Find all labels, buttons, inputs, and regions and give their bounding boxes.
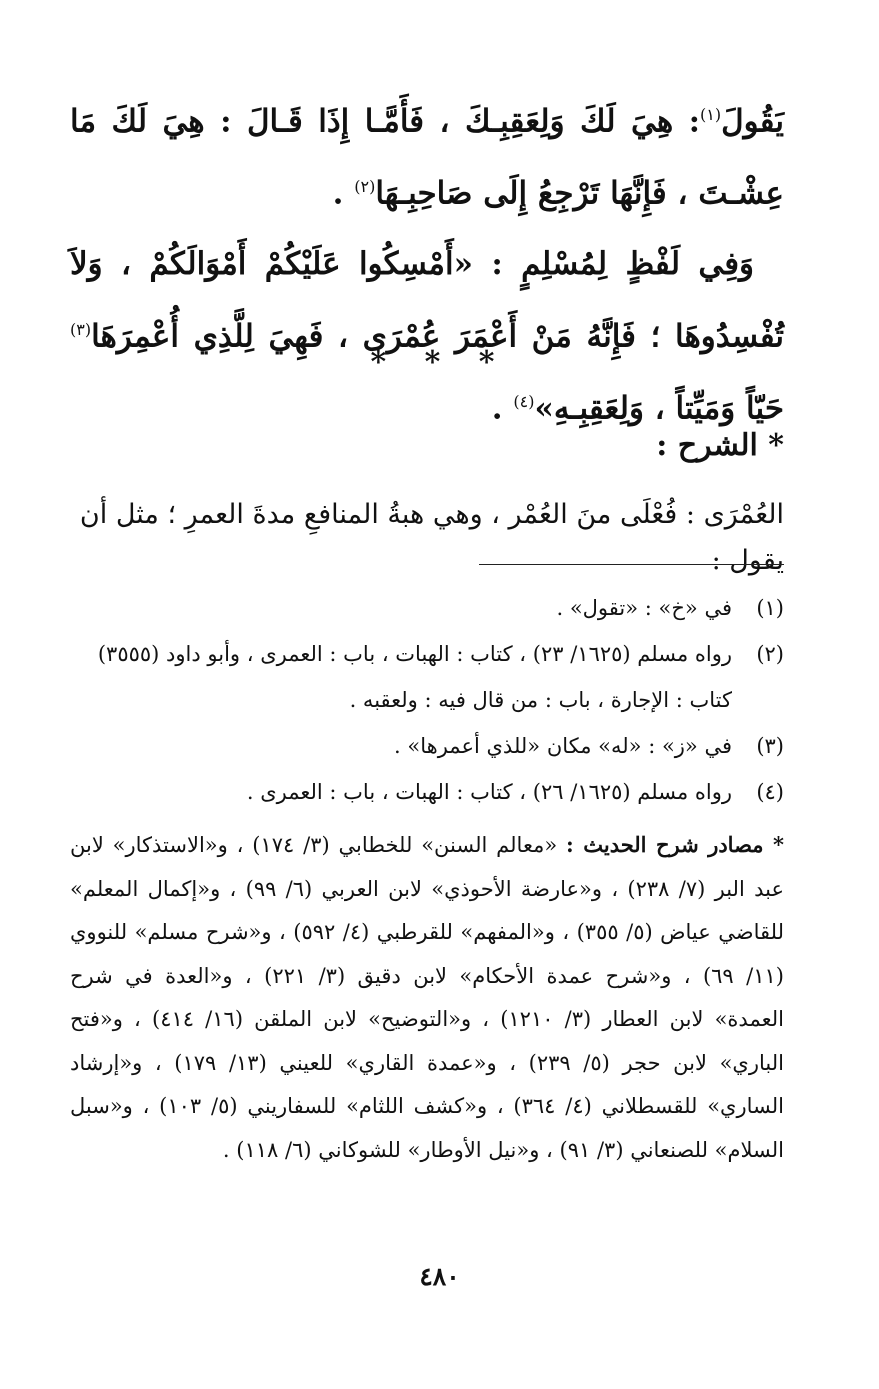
hadith-text: [70, 82, 784, 441]
footnote-divider: [479, 564, 784, 565]
hadith-text-segment: : هِيَ لَكَ وَلِعَقِبِـكَ ، فَأَمَّـا إِذَا قَـالَ : هِيَ لَكَ مَا عِشْـتَ ، فَإِنَّهَا تَرْجِعُ إِلَى صَاحِبِـهَا: [70, 103, 784, 212]
footnote-number: (٢): [756, 642, 784, 666]
footnote-number: (٣): [756, 734, 784, 758]
hadith-paragraph-2: [70, 231, 784, 442]
footnote-number: (١): [756, 596, 784, 620]
footnote-text: رواه مسلم (١٦٢٥/ ٢٦) ، كتاب : الهبات ، باب : العمرى .: [246, 780, 732, 804]
footnote-reference-2: (٢): [354, 177, 376, 197]
hadith-paragraph-1: [70, 82, 784, 227]
page-number: ٤٨٠: [419, 1262, 460, 1291]
footnote-text: في «ز» : «له» مكان «للذي أعمرها» .: [394, 734, 732, 758]
hadith-text-segment: حَيّاً وَمَيِّتاً ، وَلِعَقِبِـهِ»: [534, 390, 784, 427]
section-separator: * * *: [370, 345, 509, 380]
sources-label: * مصادر شرح الحديث :: [566, 832, 784, 857]
footnote: [70, 631, 784, 723]
hadith-text-segment: .: [332, 175, 355, 212]
hadith-text-segment: وَفِي لَفْظٍ لِمُسْلِمٍ : «أَمْسِكُوا عَلَيْكُمْ أَمْوَالَكُمْ ، وَلاَ تُفْسِدُوهَا ؛ فَإِنَّهُ مَنْ أَعْمَرَ عُمْرَى ، فَهِيَ لِلَّذِي أُعْمِرَهَا: [70, 245, 784, 354]
footnote: [70, 723, 784, 769]
footnote-reference-3: (٣): [70, 319, 92, 339]
sharh-heading: * الشرح :: [656, 428, 784, 463]
footnote-reference-1: (١): [700, 105, 722, 124]
footnote-text: رواه مسلم (١٦٢٥/ ٢٣) ، كتاب : الهبات ، باب : العمرى ، وأبو داود (٣٥٥٥) كتاب : الإجارة ، باب : من قال فيه : ولعقبه .: [97, 642, 732, 712]
sharh-text: العُمْرَى : فُعْلَى منَ العُمْر ، وهي هبةُ المنافعِ مدةَ العمرِ ؛ مثل أن يقول :: [79, 499, 784, 576]
hadith-text-segment: .: [491, 390, 514, 427]
footnote-reference-4: (٤): [513, 391, 535, 411]
footnote: [70, 585, 784, 631]
footnote-number: (٤): [756, 780, 784, 804]
footnotes: [70, 585, 784, 815]
footnote: [70, 769, 784, 815]
hadith-text-segment: يَقُولَ: [721, 103, 784, 140]
hadith-sources: [70, 823, 784, 1172]
sources-text: «معالم السنن» للخطابي (٣/ ١٧٤) ، و«الاستذكار» لابن عبد البر (٧/ ٢٣٨) ، و«عارضة الأحوذي» لابن العربي (٦/ ٩٩) ، و«إكمال المعلم» للقاضي عياض (٥/ ٣٥٥) ، و«المفهم» للقرطبي (٤/ ٥٩٢) ، و«شرح مسلم» للنووي (١١/ ٦٩) ، و«شرح عمدة الأحكام» لابن دقيق (٣/ ٢٢١) ، و«العدة في شرح العمدة» لابن العطار (٣/ ١٢١٠) ، و«التوضيح» لابن الملقن (١٦/ ٤١٤) ، و«فتح الباري» لابن حجر (٥/ ٢٣٩) ، و«عمدة القاري» للعيني (١٣/ ١٧٩) ، و«إرشاد الساري» للقسطلاني (٤/ ٣٦٤) ، و«كشف اللثام» للسفاريني (٥/ ١٠٣) ، و«سبل السلام» للصنعاني (٣/ ٩١) ، و«نيل الأوطار» للشوكاني (٦/ ١١٨) .: [70, 833, 784, 1162]
footnote-text: في «خ» : «تقول» .: [556, 596, 732, 620]
